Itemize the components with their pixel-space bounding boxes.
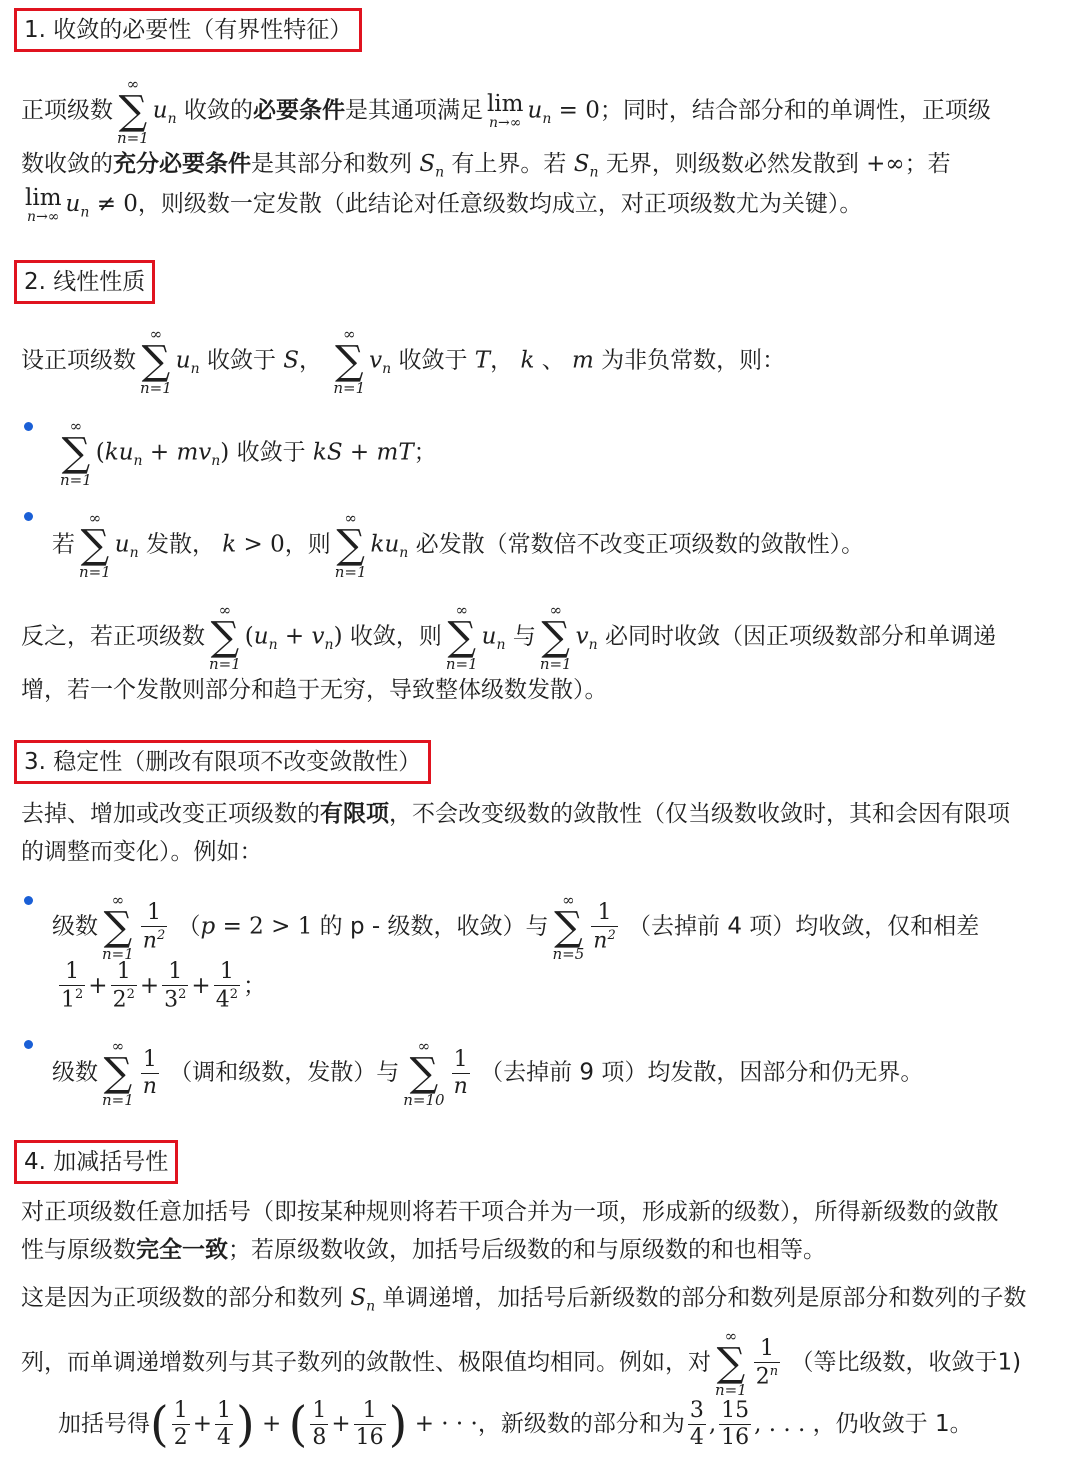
sum-symbol: ∞ ∑ n=1 (209, 601, 241, 673)
text: ；同时，结合部分和的单调性，正项级 (599, 97, 991, 124)
bold-term: 必要条件 (252, 97, 345, 124)
s2-para-2: 增，若一个发散则部分和趋于无穷，导致整体级数发散）。 (21, 677, 608, 703)
s3-bullet-1: 级数 ∞ ∑ n=1 $\frac{1}{n^2}$ （p = 2 > 1 的 p - 级数，收敛）与 ∞ ∑ n=5 $\frac{1}{n^2}$ （去掉前 4 项）均收敛，仅和相差 (52, 891, 980, 963)
text: 列，而单调递增数列与其子数列的敛散性、极限值均相同。例如，对 (21, 1349, 711, 1376)
s2-bullet-2: 若 ∞ ∑ n=1 $u_n$ 发散， k > 0，则 ∞ ∑ n=1 $ku_n$ 必发散（常数倍不改变正项级数的敛散性）。 (52, 509, 865, 581)
section-2-heading: 2. 线性性质 (14, 260, 155, 304)
s4-line-1: 对正项级数任意加括号（即按某种规则将若干项合并为一项，形成新的级数），所得新级数的敛散 (21, 1199, 999, 1225)
fraction: $\frac{1}{n}$ (142, 1046, 157, 1099)
sum-symbol: ∞ ∑ n=1 (102, 891, 134, 963)
s3-line-2: 的调整而变化）。例如： (21, 839, 263, 865)
text: ， (490, 347, 514, 374)
text: ，不会改变级数的敛散性（仅当级数收敛时，其和会因有限项 (389, 801, 1010, 827)
text: 必发散（常数倍不改变正项级数的敛散性）。 (415, 531, 865, 558)
fraction: $\frac{1}{16}$ (355, 1398, 384, 1450)
text: 收敛于 (206, 347, 276, 374)
bold-term: 充分必要条件 (113, 151, 251, 177)
bullet-icon (24, 512, 33, 521)
sum-symbol: ∞ ∑ n=1 (334, 509, 367, 581)
sum-symbol: ∞ ∑ n=1 (333, 325, 366, 397)
text: 收敛，则 (349, 623, 442, 650)
s4-line-5: 加括号得( $\frac{1}{2}$ + $\frac{1}{4}$ ) + ( $\frac{1}{8}$ + $\frac{1}{16}$ ) + · · ·，新级数的部分和为 $\frac{3}{4}$ , $\frac{15}{16}$ , . . . ，仍收敛于 1。 (58, 1396, 973, 1453)
text: ，新级数的部分和为 (477, 1411, 685, 1437)
text: 必同时收敛（因正项级数部分和单调递 (604, 623, 996, 650)
fraction: $\frac{1}{2^2}$ (112, 959, 135, 1013)
sum-symbol: ∞ ∑ n=1 (715, 1327, 747, 1399)
section-3-heading: 3. 稳定性（删改有限项不改变敛散性） (14, 740, 431, 784)
bold-term: 完全一致 (136, 1237, 228, 1263)
text: 的 p - 级数，收敛）与 (319, 913, 549, 940)
bullet-icon (24, 1040, 33, 1049)
s1-line-3: lim n→∞ $u_n \ne 0$，则级数一定发散（此结论对任意级数均成立，对正项级数尤为关键）。 (25, 184, 863, 225)
s1-line-2: 数收敛的充分必要条件是其部分和数列 $S_n$ 有上界。若 $S_n$ 无界，则级数必然发散到 +∞；若 (21, 151, 951, 181)
s3-bullet-2 (52, 1038, 1070, 1108)
text: 设正项级数 (21, 347, 136, 374)
fraction: $\frac{1}{n^2}$ (593, 899, 616, 954)
text: 收敛的 (183, 97, 253, 124)
text: ；若 (904, 151, 951, 177)
fraction: $\frac{1}{4^2}$ (215, 959, 238, 1013)
text: （ (177, 913, 201, 940)
bullet-icon (24, 422, 33, 431)
fraction: $\frac{1}{2}$ (173, 1398, 188, 1450)
text: 这是因为正项级数的部分和数列 (21, 1285, 343, 1311)
sum-symbol: ∞ ∑ n=1 (539, 601, 572, 673)
text: ，则 (284, 531, 331, 558)
text: 与 (512, 623, 536, 650)
s4-line-3: 这是因为正项级数的部分和数列 $S_n$ 单调递增，加括号后新级数的部分和数列是原部分和数列的子数 (21, 1285, 1027, 1315)
text: （调和级数，发散）与 (169, 1059, 400, 1086)
text: 加括号得 (58, 1411, 150, 1437)
text: 正项级数 (21, 97, 113, 124)
sum-symbol: ∞ ∑ n=1 (79, 509, 111, 581)
text: ； (413, 439, 437, 466)
text: 反之，若正项级数 (21, 623, 205, 650)
text: 为非负常数，则： (601, 347, 786, 374)
bullet-icon (24, 896, 33, 905)
text: （等比级数，收敛于1) (790, 1349, 1022, 1376)
limit-symbol: lim n→∞ (486, 91, 524, 131)
fraction: $\frac{15}{16}$ (721, 1398, 750, 1450)
text: 是其部分和数列 (251, 151, 412, 177)
s3-bullet-1-cont: $\frac{1}{1^2}$ + $\frac{1}{2^2}$ + $\frac{1}{3^2}$ + $\frac{1}{4^2}$ ； (61, 959, 266, 1013)
text: 级数 (52, 1059, 98, 1086)
fraction: $\frac{1}{2^n}$ (755, 1335, 779, 1390)
s2-line-1: 设正项级数 ∞ ∑ n=1 $u_n$ 收敛于 S， ∞ ∑ n=1 $v_n$ 收敛于 T， k 、 m 为非负常数，则： (21, 325, 786, 397)
sum-symbol: ∞ ∑ n=5 (552, 891, 585, 963)
sum-symbol: ∞ ∑ n=1 (445, 601, 478, 673)
sum-symbol: ∞ ∑ n=1 (117, 75, 149, 147)
text: 、 (541, 347, 565, 374)
text: 收敛于 (398, 347, 468, 374)
text: 数收敛的 (21, 151, 113, 177)
text: 发散， (145, 531, 215, 558)
text: 性与原级数 (21, 1237, 136, 1263)
text: （去掉前 4 项）均收敛，仅和相差 (628, 913, 980, 940)
text: 级数 (52, 913, 98, 940)
bold-term: 有限项 (320, 801, 389, 827)
sum-symbol: ∞ ∑ n=1 (102, 1037, 134, 1109)
fraction: $\frac{1}{4}$ (217, 1398, 232, 1450)
text: 收敛于 (236, 439, 306, 466)
text: （去掉前 9 项）均发散，因部分和仍无界。 (480, 1059, 924, 1086)
fraction: $\frac{1}{8}$ (312, 1398, 327, 1450)
limit-symbol: lim n→∞ (25, 184, 62, 225)
s2-para-1: 反之，若正项级数 ∞ ∑ n=1 $(u_n + v_n)$ 收敛，则 ∞ ∑ n=1 $u_n$ 与 ∞ ∑ n=1 $v_n$ 必同时收敛（因正项级数部分和单调递 (21, 601, 996, 673)
fraction: $\frac{3}{4}$ (689, 1398, 704, 1450)
s1-line-1: 正项级数 ∞ ∑ n=1 $u_n$ 收敛的必要条件是其通项满足 lim n→∞ $u_n = 0$；同时，结合部分和的单调性，正项级 (21, 75, 991, 147)
text: ，则级数一定发散（此结论对任意级数均成立，对正项级数尤为关键）。 (137, 191, 863, 217)
text: ， (299, 347, 323, 374)
text: ；若原级数收敛，加括号后级数的和与原级数的和也相等。 (228, 1237, 826, 1263)
text: ，仍收敛于 1。 (812, 1411, 973, 1437)
text: 去掉、增加或改变正项级数的 (21, 801, 320, 827)
section-1-heading: 1. 收敛的必要性（有界性特征） (14, 8, 362, 52)
section-4-heading: 4. 加减括号性 (14, 1140, 178, 1184)
text: 单调递增，加括号后新级数的部分和数列是原部分和数列的子数 (382, 1285, 1027, 1311)
text: 若 (52, 531, 75, 558)
sum-symbol: ∞ ∑ n=10 (403, 1037, 445, 1109)
s2-bullet-1: ∞ ∑ n=1 $(ku_n + mv_n)$ 收敛于 kS + mT； (60, 417, 437, 489)
text: 无界，则级数必然发散到 (605, 151, 859, 177)
fraction: $\frac{1}{n^2}$ (142, 899, 166, 954)
fraction: $\frac{1}{1^2}$ (61, 959, 84, 1013)
text: ； (242, 973, 266, 999)
fraction: $\frac{1}{n}$ (453, 1046, 468, 1099)
text: 有上界。若 (451, 151, 567, 177)
sum-symbol: ∞ ∑ n=1 (60, 417, 92, 489)
s4-line-4 (21, 1328, 1070, 1398)
sum-symbol: ∞ ∑ n=1 (140, 325, 172, 397)
fraction: $\frac{1}{3^2}$ (164, 959, 187, 1013)
text: 是其通项满足 (344, 97, 483, 124)
